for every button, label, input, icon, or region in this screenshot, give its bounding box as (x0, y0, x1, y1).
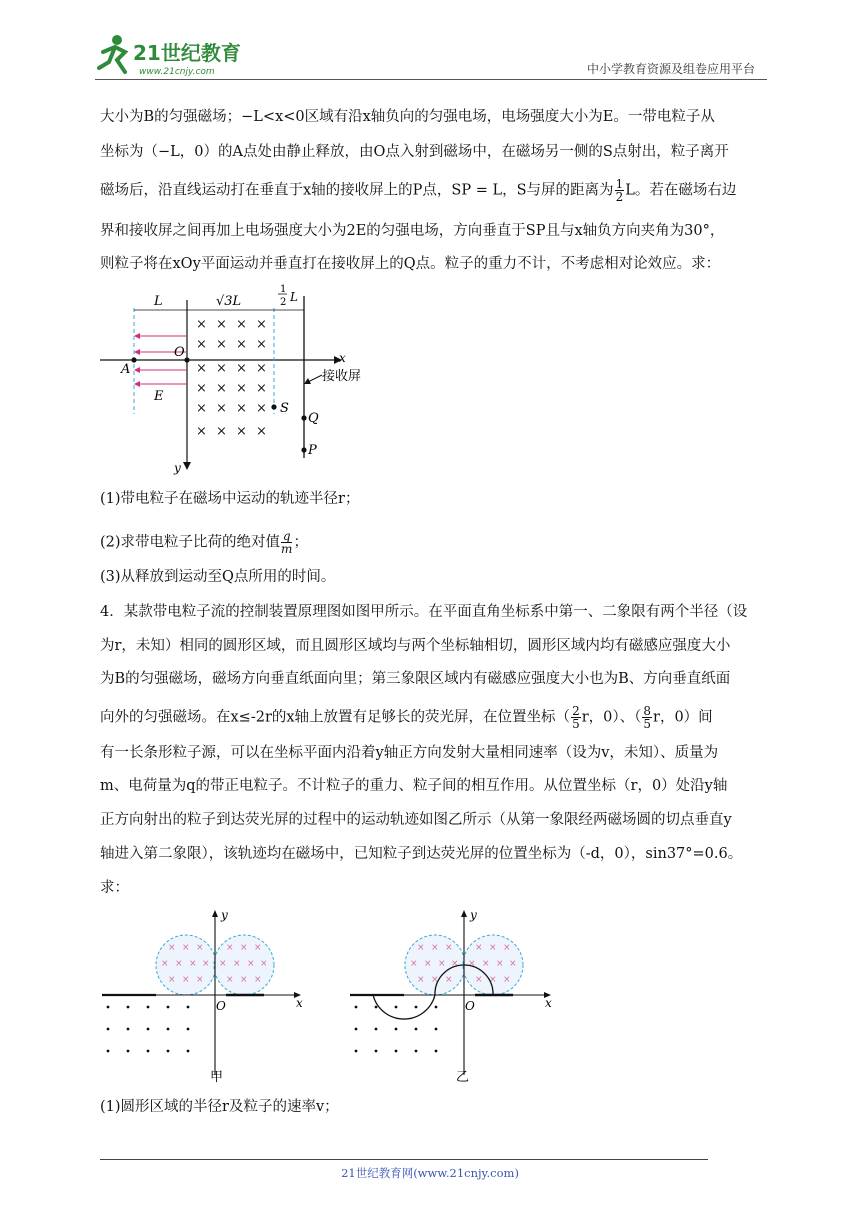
page-header (95, 30, 765, 80)
frac-num: q (282, 529, 291, 543)
field-cross: × (216, 424, 227, 439)
field-cross: × (236, 361, 247, 376)
field-cross: × (236, 317, 247, 332)
label-E: E (154, 389, 164, 404)
magnetic-field-crosses (196, 317, 267, 439)
svg-text:×: × (260, 959, 268, 969)
frac-num: 8 (643, 704, 652, 718)
point-A (131, 357, 136, 362)
p4-line3: 为B的匀强磁场，磁场方向垂直纸面向里；第三象限区域内有磁感应强度大小也为B、方向垂直纸面 (100, 671, 731, 687)
svg-text:×: × (424, 959, 432, 969)
label-screen: 接收屏 (322, 369, 362, 384)
p3-line3-b: L。若在磁场右边 (625, 182, 737, 199)
p4-line4-b: r，0）、（ (581, 709, 642, 726)
header-divider (95, 79, 767, 80)
p3-line5: 则粒子将在xOy平面运动并垂直打在接收屏上的Q点。粒子的重力不计，不考虑相对论效应。求： (100, 256, 721, 272)
svg-text:×: × (417, 943, 425, 953)
point-P (301, 447, 306, 452)
label-x-right: x (545, 996, 552, 1010)
p4-line9: 求： (100, 880, 129, 896)
svg-text:×: × (445, 943, 453, 953)
p4-line1: 4．某款带电粒子流的控制装置原理图如图甲所示。在平面直角坐标系中第一、二象限有两个半径（设 (100, 604, 748, 620)
p4-line8: 轴进入第二象限），该轨迹均在磁场中，已知粒子到达荧光屏的位置坐标为（-d，0），sin37°=0.6。 (100, 846, 743, 862)
field-cross: × (256, 401, 267, 416)
label-x-left: x (296, 996, 303, 1010)
svg-text:×: × (475, 975, 483, 985)
p4-line4 (100, 705, 765, 730)
label-A: A (121, 362, 131, 377)
logo (95, 30, 265, 80)
svg-text:×: × (168, 943, 176, 953)
svg-text:×: × (468, 959, 476, 969)
svg-text:×: × (451, 959, 459, 969)
p4-line4-c: r，0）间 (653, 709, 713, 726)
p3-q2-b: ； (293, 534, 308, 551)
point-Q (301, 415, 306, 420)
label-O-left: O (216, 999, 226, 1013)
svg-text:×: × (233, 959, 241, 969)
field-dots-left (107, 1006, 190, 1053)
svg-text:×: × (226, 975, 234, 985)
svg-text:×: × (247, 959, 255, 969)
p4-line2: 为r，未知）相同的圆形区域，而且圆形区域均与两个坐标轴相切，圆形区域内均有磁感应强度大小 (100, 638, 731, 654)
p3-line3 (100, 178, 765, 203)
field-cross: × (236, 337, 247, 352)
svg-text:×: × (168, 975, 176, 985)
svg-text:×: × (219, 959, 227, 969)
svg-text:×: × (431, 975, 439, 985)
p3-question-1: (1)带电粒子在磁场中运动的轨迹半径r； (100, 491, 360, 507)
figure-magnetic-field (96, 280, 362, 480)
label-sqrt3L: √3L (216, 294, 242, 309)
svg-text:×: × (254, 943, 262, 953)
field-cross: × (236, 424, 247, 439)
svg-text:×: × (496, 959, 504, 969)
svg-text:×: × (417, 975, 425, 985)
frac-num: 2 (572, 704, 580, 718)
field-cross: × (196, 424, 207, 439)
label-y-right: y (470, 908, 477, 922)
field-cross: × (216, 401, 227, 416)
frac-den: m (281, 542, 293, 556)
label-L: L (154, 294, 163, 309)
field-cross: × (216, 317, 227, 332)
p3-line2: 坐标为（−L，0）的A点处由静止释放，由O点入射到磁场中，在磁场另一侧的S点射出，粒子离开 (100, 144, 729, 160)
svg-text:×: × (489, 975, 497, 985)
svg-text:×: × (196, 975, 204, 985)
svg-text:×: × (202, 959, 210, 969)
svg-text:×: × (226, 943, 234, 953)
svg-text:×: × (509, 959, 517, 969)
frac-den: 5 (643, 717, 652, 731)
point-O (184, 357, 189, 362)
p3-line4: 界和接收屏之间再加上电场强度大小为2E的匀强电场，方向垂直于SP且与x轴负方向夹角为30°， (100, 223, 725, 239)
fraction-q-over-m (281, 530, 292, 555)
field-cross: × (216, 381, 227, 396)
field-cross: × (216, 337, 227, 352)
svg-text:×: × (240, 975, 248, 985)
label-y: y (174, 461, 181, 475)
field-cross: × (196, 401, 207, 416)
field-cross: × (256, 317, 267, 332)
logo-text: 21世纪教育 (133, 41, 241, 65)
svg-text:×: × (445, 975, 453, 985)
fraction-8-5 (642, 705, 652, 730)
p4-line4-a: 向外的匀强磁场。在x≤-2r的x轴上放置有足够长的荧光屏，在位置坐标（ (100, 709, 571, 726)
svg-text:×: × (182, 975, 190, 985)
site-name: 中小学教育资源及组卷应用平台 (586, 62, 755, 76)
svg-text:×: × (189, 959, 197, 969)
figure-particle-device (98, 905, 558, 1085)
field-cross: × (256, 361, 267, 376)
label-x: x (339, 351, 346, 365)
p3-q2-a: (2)求带电粒子比荷的绝对值 (100, 534, 281, 551)
frac-den: 5 (572, 717, 580, 731)
svg-text:×: × (503, 975, 511, 985)
p3-line1: 大小为B的匀强磁场；−L<x<0区域有沿x轴负向的匀强电场，电场强度大小为E。一带电粒子从 (100, 109, 715, 125)
label-Q: Q (308, 411, 319, 426)
field-cross: × (196, 381, 207, 396)
point-S (271, 404, 276, 409)
footer-divider (100, 1159, 708, 1160)
label-halfL-num: 1 (280, 284, 287, 295)
fraction-half (615, 178, 625, 203)
p4-line5: 有一长条形粒子源，可以在坐标平面内沿着y轴正方向发射大量相同速率（设为v，未知）、质量为 (100, 745, 719, 761)
svg-text:×: × (431, 943, 439, 953)
svg-text:×: × (175, 959, 183, 969)
figure-yi (350, 908, 552, 1085)
label-y-left: y (221, 908, 228, 922)
field-cross: × (216, 361, 227, 376)
p3-question-2 (100, 530, 765, 555)
svg-text:×: × (475, 943, 483, 953)
label-halfL-den: 2 (280, 297, 287, 308)
field-cross: × (256, 381, 267, 396)
logo-url: www.21cnjy.com (139, 67, 215, 77)
svg-text:×: × (482, 959, 490, 969)
svg-text:×: × (182, 943, 190, 953)
p3-line3-a: 磁场后，沿直线运动打在垂直于x轴的接收屏上的P点，SP = L，S与屏的距离为 (100, 182, 614, 199)
svg-text:×: × (438, 959, 446, 969)
caption-jia: 甲 (210, 1070, 224, 1085)
svg-text:×: × (196, 943, 204, 953)
label-O-right: O (465, 999, 475, 1013)
field-cross: × (196, 361, 207, 376)
svg-text:×: × (503, 943, 511, 953)
p4-question-1: (1)圆形区域的半径r及粒子的速率v； (100, 1099, 339, 1115)
p4-line7: 正方向射出的粒子到达荧光屏的过程中的运动轨迹如图乙所示（从第一象限经两磁场圆的切点垂直y (100, 812, 732, 828)
p4-line6: m、电荷量为q的带正电粒子。不计粒子的重力、粒子间的相互作用。从位置坐标（r，0）处沿y轴 (100, 778, 728, 794)
field-cross: × (236, 401, 247, 416)
runner-icon (99, 35, 125, 72)
fraction-2-5 (571, 705, 581, 730)
caption-yi: 乙 (456, 1070, 470, 1085)
footer-text: 21世纪教育网(www.21cnjy.com) (341, 1166, 519, 1180)
frac-num: 1 (615, 177, 624, 191)
label-halfL-L: L (290, 290, 298, 304)
field-cross: × (236, 381, 247, 396)
field-cross: × (196, 337, 207, 352)
svg-text:×: × (254, 975, 262, 985)
label-S: S (280, 401, 289, 416)
svg-text:×: × (240, 943, 248, 953)
p3-question-3: (3)从释放到运动至Q点所用的时间。 (100, 569, 336, 585)
svg-text:×: × (410, 959, 418, 969)
svg-text:×: × (489, 943, 497, 953)
field-cross: × (256, 424, 267, 439)
field-cross: × (256, 337, 267, 352)
frac-den: 2 (615, 190, 624, 204)
label-P: P (308, 443, 317, 458)
field-dots-right (355, 1006, 438, 1053)
label-O: O (174, 345, 185, 360)
figure-jia (102, 908, 303, 1085)
field-cross: × (196, 317, 207, 332)
svg-text:×: × (161, 959, 169, 969)
